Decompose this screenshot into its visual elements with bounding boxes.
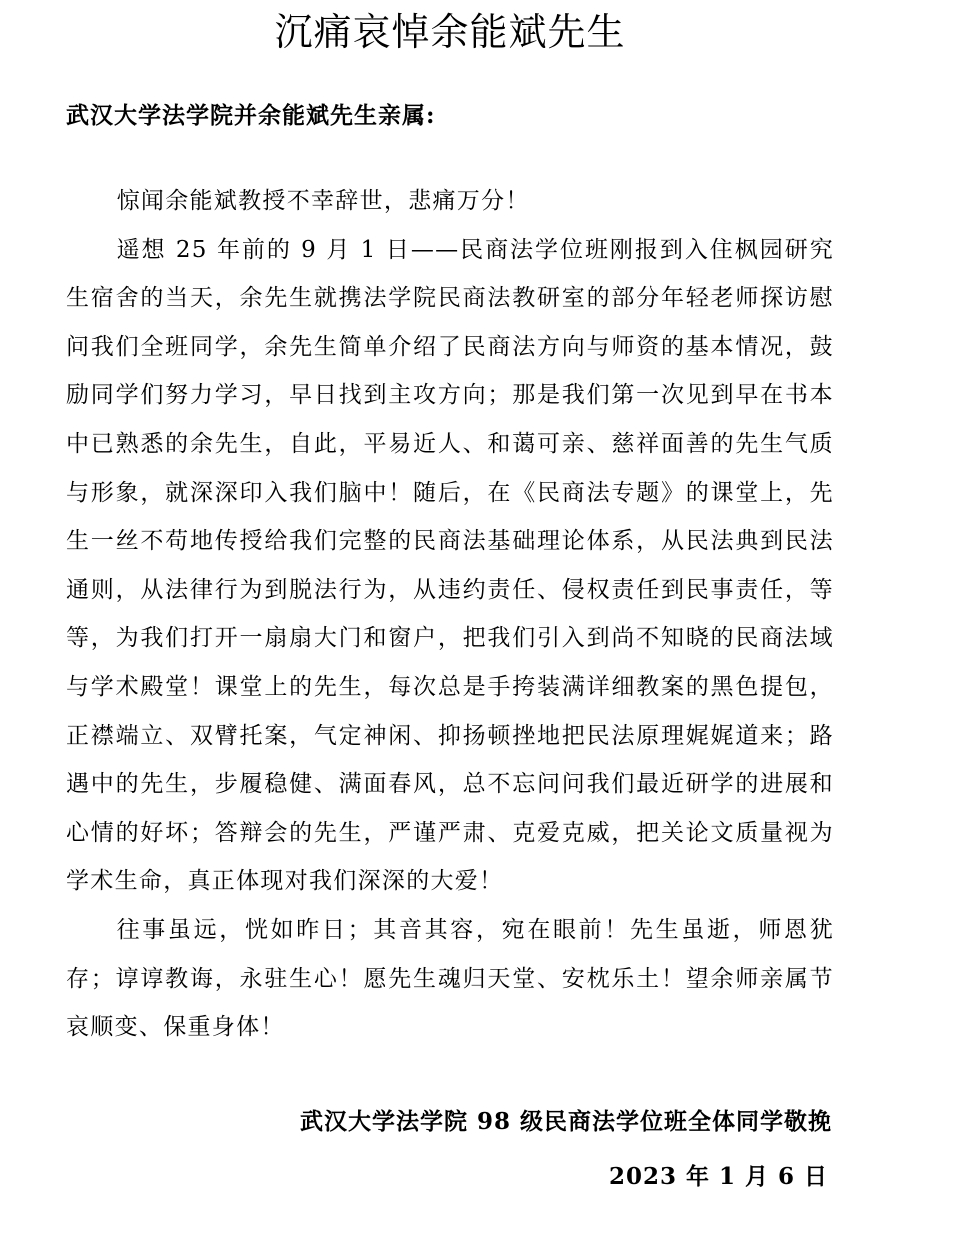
signature: 武汉大学法学院 98 级民商法学位班全体同学敬挽 xyxy=(299,1108,832,1135)
page-title: 沉痛哀悼余能斌先生 xyxy=(274,10,626,54)
date: 2023 年 1 月 6 日 xyxy=(608,1163,828,1190)
paragraph-closing: 往事虽远，恍如昨日；其音其容，宛在眼前！先生虽逝，师恩犹存；谆谆教诲，永驻生心！愿先生魂归天堂、安枕乐土！望余师亲属节哀顺变、保重身体！ xyxy=(66,916,834,1041)
salutation: 武汉大学法学院并余能斌先生亲属: xyxy=(66,102,436,129)
letter-body xyxy=(66,177,834,1052)
paragraph-opening: 惊闻余能斌教授不幸辞世，悲痛万分！ xyxy=(116,188,530,214)
paragraph-memories: 遥想 25 年前的 9 月 1 日——民商法学位班刚报到入住枫园研究生宿舍的当天，余先生就携法学院民商法教研室的部分年轻老师探访慰问我们全班同学，余先生简单介绍了民商法方向与师资的基本情况，鼓励同学们努力学习，早日找到主攻方向；那是我们第一次见到早在书本中已熟悉的余先生，自此，平易近人、和蔼可亲、慈祥面善的先生气质与形象，就深深印入我们脑中！随后，在《民商法专题》的课堂上，先生一丝不苟地传授给我们完整的民商法基础理论体系，从民法典到民法通则，从法律行为到脱法行为，从违约责任、侵权责任到民事责任，等等，为我们打开一扇扇大门和窗户，把我们引入到尚不知晓的民商法域与学术殿堂！课堂上的先生，每次总是手挎装满详细教案的黑色提包，正襟端立、双臂托案，气定神闲、抑扬顿挫地把民法原理娓娓道来；路遇中的先生，步履稳健、满面春风，总不忘问问我们最近研学的进展和心情的好坏；答辩会的先生，严谨严肃、克爱克威，把关论文质量视为学术生命，真正体现对我们深深的大爱！ xyxy=(66,236,834,895)
